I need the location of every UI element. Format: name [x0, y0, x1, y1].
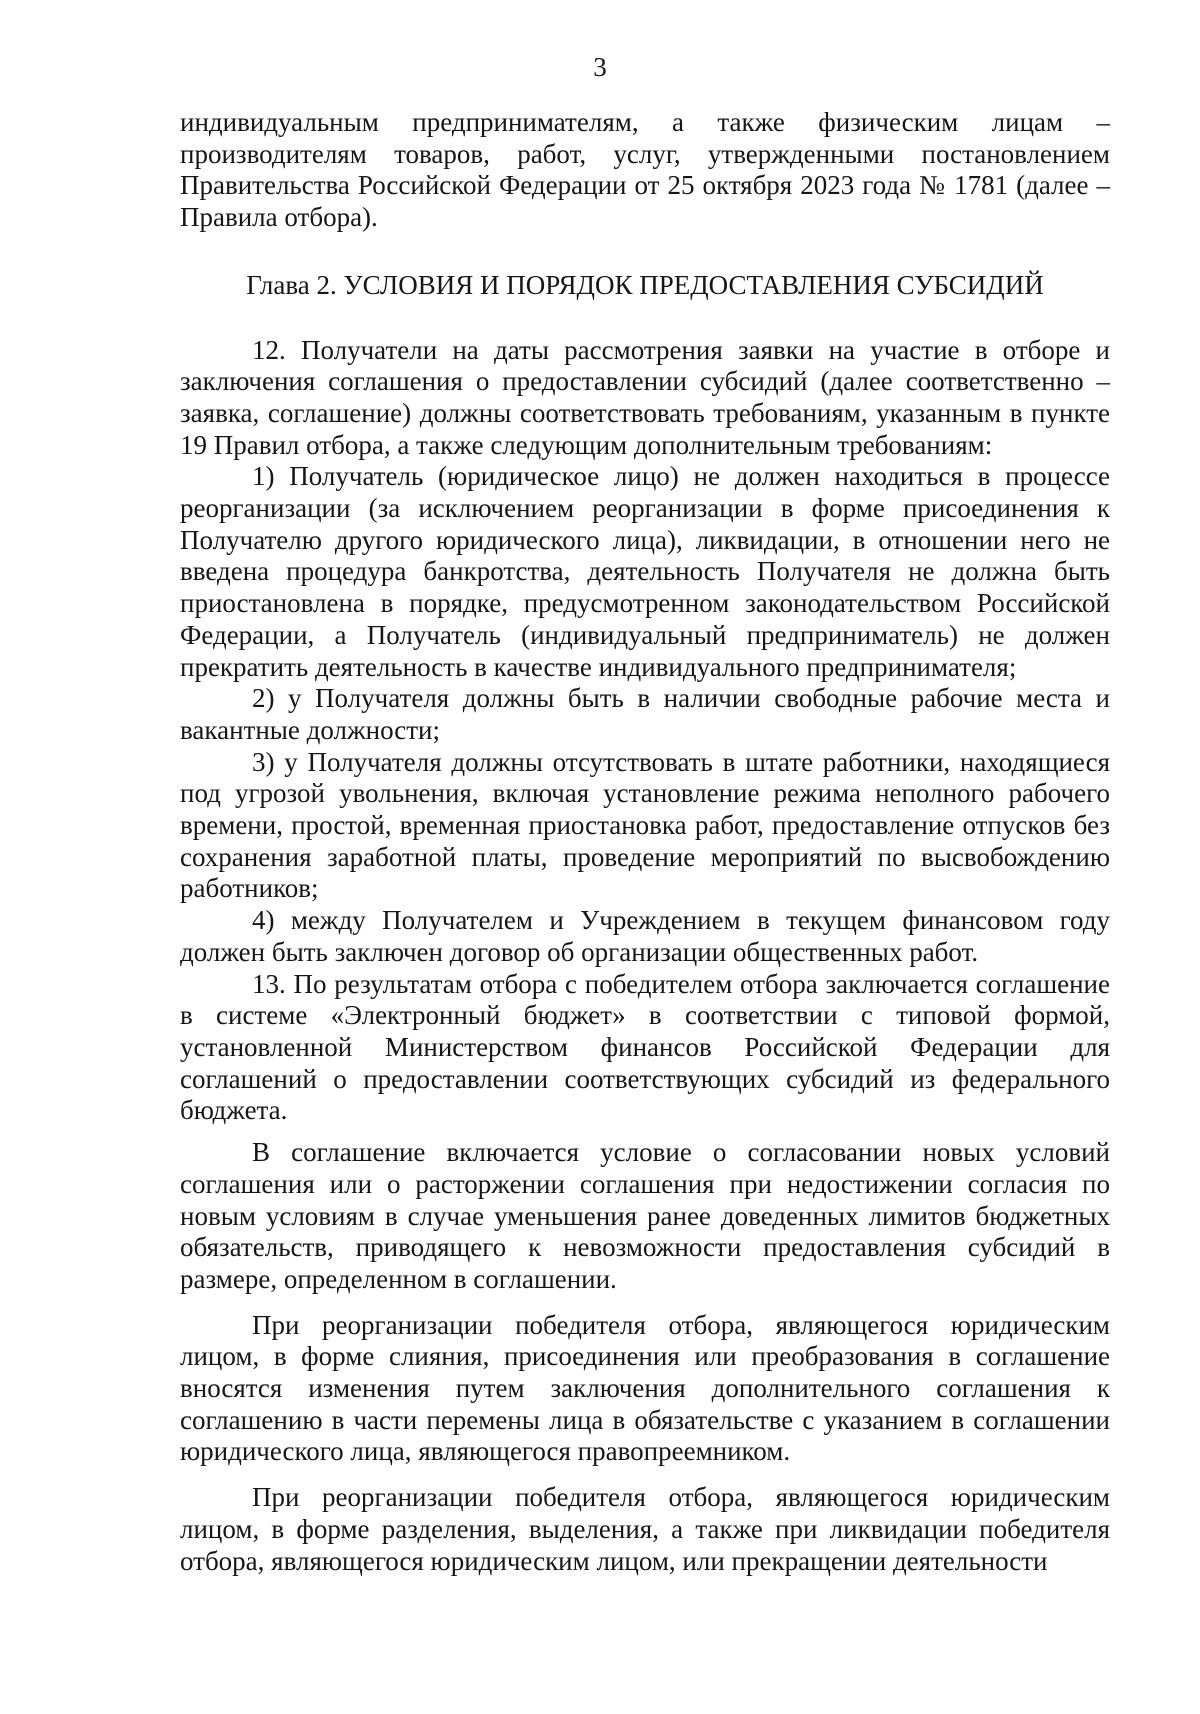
paragraph-13: 13. По результатам отбора с победителем отбора заключается соглашение в системе «Электронный бюджет» в соответствии с типовой формой, установленной Министерством финансов Российской Федерации для соглашений о предоставлении соответствующих субсидий из федерального бюджета. — [180, 968, 1110, 1126]
document-body — [180, 107, 1110, 1577]
paragraph-13-merger: При реорганизации победителя отбора, являющегося юридическим лицом, в форме слияния, присоединения или преобразования в соглашение вносятся изменения путем заключения дополнительного соглашения к соглашению в части перемены лица в обязательстве с указанием в соглашении юридического лица, являющегося правопреемником. — [180, 1309, 1110, 1467]
paragraph-rules-reference: индивидуальным предпринимателям, а также физическим лицам – производителям товаров, работ, услуг, утвержденными постановлением Правительства Российской Федерации от 25 октября 2023 года № 1781 (далее – Правила отбора). — [180, 107, 1110, 233]
paragraph-12-item-1: 1) Получатель (юридическое лицо) не должен находиться в процессе реорганизации (за исключением реорганизации в форме присоединения к Получателю другого юридического лица), ликвидации, в отношении него не введена процедура банкротства, деятельность Получателя не должна быть приостановлена в порядке, предусмотренном законодательством Российской Федерации, а Получатель (индивидуальный предприниматель) не должен прекратить деятельность в качестве индивидуального предпринимателя; — [180, 461, 1110, 682]
paragraph-12: 12. Получатели на даты рассмотрения заявки на участие в отборе и заключения соглашения о предоставлении субсидий (далее соответственно – заявка, соглашение) должны соответствовать требованиям, указанным в пункте 19 Правил отбора, а также следующим дополнительным требованиям: — [180, 334, 1110, 460]
chapter-heading: Глава 2. УСЛОВИЯ И ПОРЯДОК ПРЕДОСТАВЛЕНИЯ СУБСИДИЙ — [246, 269, 1044, 300]
paragraph-12-item-3: 3) у Получателя должны отсутствовать в штате работники, находящиеся под угрозой увольнения, включая установление режима неполного рабочего времени, простой, временная приостановка работ, предоставление отпусков без сохранения заработной платы, проведение мероприятий по высвобождению работников; — [180, 746, 1110, 904]
paragraph-13-separation: При реорганизации победителя отбора, являющегося юридическим лицом, в форме разделения, выделения, а также при ликвидации победителя отбора, являющегося юридическим лицом, или прекращении деятельности — [180, 1482, 1110, 1576]
paragraph-12-item-4: 4) между Получателем и Учреждением в текущем финансовом году должен быть заключен договор об организации общественных работ. — [180, 905, 1110, 967]
page-number: 3 — [593, 52, 607, 82]
paragraph-12-item-2: 2) у Получателя должны быть в наличии свободные рабочие места и вакантные должности; — [180, 683, 1110, 745]
paragraph-13-condition: В соглашение включается условие о согласовании новых условий соглашения или о расторжении соглашения при недостижении согласия по новым условиям в случае уменьшения ранее доведенных лимитов бюджетных обязательств, приводящего к невозможности предоставления субсидий в размере, определенном в соглашении. — [180, 1137, 1110, 1294]
